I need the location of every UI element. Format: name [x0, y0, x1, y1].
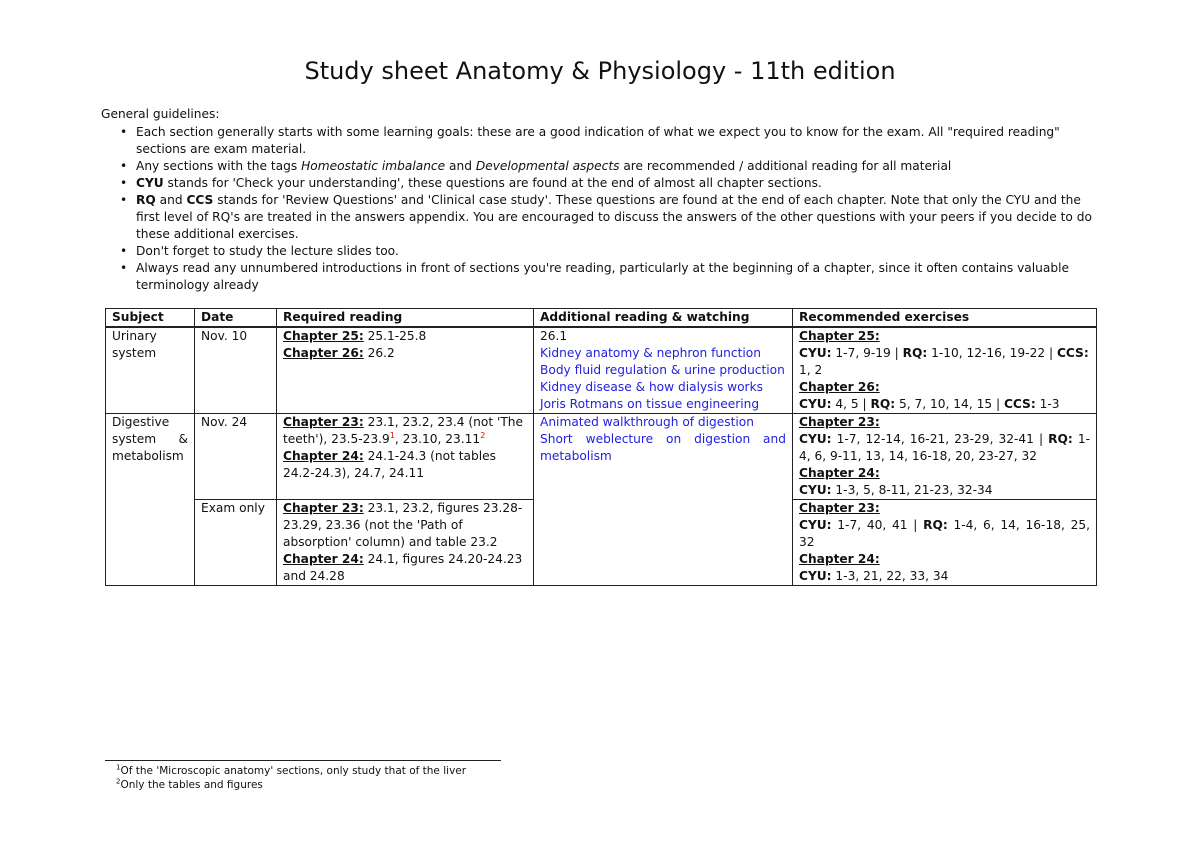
cell-additional-reading: 26.1 Kidney anatomy & nephron function Body fluid regulation & urine production Kidney disease & how dialysis works Joris Rotmans on tissue engineering	[534, 327, 793, 414]
table-row-digestive	[106, 414, 1097, 500]
page-title: Study sheet Anatomy & Physiology - 11th edition	[304, 57, 896, 85]
cell-required-reading: Chapter 25: 25.1-25.8 Chapter 26: 26.2	[277, 327, 534, 414]
footnote-2: $^2$Only the tables and figures	[116, 777, 263, 791]
study-plan-table	[105, 308, 1097, 586]
guidelines-section	[101, 106, 1101, 294]
link-kidney-anatomy[interactable]: Kidney anatomy & nephron function	[540, 346, 761, 360]
header-required-reading: Required reading	[277, 309, 534, 328]
cell-required-reading: Chapter 23: 23.1, 23.2, figures 23.28-23.29, 23.36 (not the 'Path of absorption' column) and table 23.2 Chapter 24: 24.1, figures 24.20-24.23 and 24.28	[277, 500, 534, 586]
bullet-icon: •	[120, 261, 128, 275]
bullet-icon: •	[120, 125, 128, 139]
bullet-icon: •	[120, 193, 128, 207]
guideline-item: • Any sections with the tags Homeostatic imbalance and Developmental aspects are recommended / additional reading for all material	[120, 159, 952, 173]
cell-exercises: Chapter 23: CYU: 1-7, 12-14, 16-21, 23-29, 32-41 | RQ: 1-4, 6, 9-11, 13, 14, 16-18, 20, 23-27, 32 Chapter 24: CYU: 1-3, 5, 8-11, 21-23, 32-34	[793, 414, 1097, 500]
cell-date: Nov. 24	[195, 414, 277, 500]
cell-required-reading: Chapter 23: 23.1, 23.2, 23.4 (not 'The teeth'), 23.5-23.9$^1$, 23.10, 23.11$^2$ Chapter 24: 24.1-24.3 (not tables 24.2-24.3), 24.7, 24.11	[277, 414, 534, 500]
guideline-item: • RQ and CCS stands for 'Review Questions' and 'Clinical case study'. These questions are found at the end of each chapter. Note that only the CYU and the first level of RQ's are treated in the answers appendix. You are encouraged to discuss the answers of the other questions with your peers if you decide to do these additional exercises.	[120, 193, 1092, 241]
header-additional-reading: Additional reading & watching	[534, 309, 793, 328]
cell-subject: Digestive system & metabolism	[106, 414, 195, 586]
cell-date: Nov. 10	[195, 327, 277, 414]
bullet-icon: •	[120, 159, 128, 173]
guidelines-list	[101, 124, 1101, 294]
guidelines-heading: General guidelines:	[101, 107, 220, 121]
guideline-item: • Always read any unnumbered introductions in front of sections you're reading, particularly at the beginning of a chapter, since it often contains valuable terminology already	[120, 261, 1069, 292]
table-row-urinary	[106, 327, 1097, 414]
guideline-item: • Each section generally starts with some learning goals: these are a good indication of what we expect you to know for the exam. All "required reading" sections are exam material.	[120, 125, 1060, 156]
footnote-rule	[105, 760, 501, 761]
guideline-item: • Don't forget to study the lecture slides too.	[120, 244, 399, 258]
cell-exercises: Chapter 23: CYU: 1-7, 40, 41 | RQ: 1-4, 6, 14, 16-18, 25, 32 Chapter 24: CYU: 1-3, 21, 22, 33, 34	[793, 500, 1097, 586]
header-date: Date	[195, 309, 277, 328]
link-digestion-weblecture[interactable]: Short weblecture on digestion and metabolism	[540, 432, 786, 463]
link-digestion-walkthrough[interactable]: Animated walkthrough of digestion	[540, 415, 754, 429]
cell-exercises: Chapter 25: CYU: 1-7, 9-19 | RQ: 1-10, 12-16, 19-22 | CCS: 1, 2 Chapter 26: CYU: 4, 5 | RQ: 5, 7, 10, 14, 15 | CCS: 1-3	[793, 327, 1097, 414]
bullet-icon: •	[120, 244, 128, 258]
cell-additional-reading	[534, 414, 793, 586]
cell-date: Exam only	[195, 500, 277, 586]
footnote-1: $^1$Of the 'Microscopic anatomy' sections, only study that of the liver	[116, 763, 467, 777]
guideline-item: • CYU stands for 'Check your understanding', these questions are found at the end of almost all chapter sections.	[120, 176, 822, 190]
cell-subject: Urinary system	[106, 327, 195, 414]
link-kidney-disease[interactable]: Kidney disease & how dialysis works	[540, 380, 763, 394]
header-subject: Subject	[106, 309, 195, 328]
link-body-fluid-regulation[interactable]: Body fluid regulation & urine production	[540, 363, 785, 377]
link-tissue-engineering[interactable]: Joris Rotmans on tissue engineering	[540, 397, 760, 411]
footnotes	[116, 764, 466, 792]
table-header-row	[106, 309, 1097, 328]
header-recommended-exercises: Recommended exercises	[793, 309, 1097, 328]
bullet-icon: •	[120, 176, 128, 190]
